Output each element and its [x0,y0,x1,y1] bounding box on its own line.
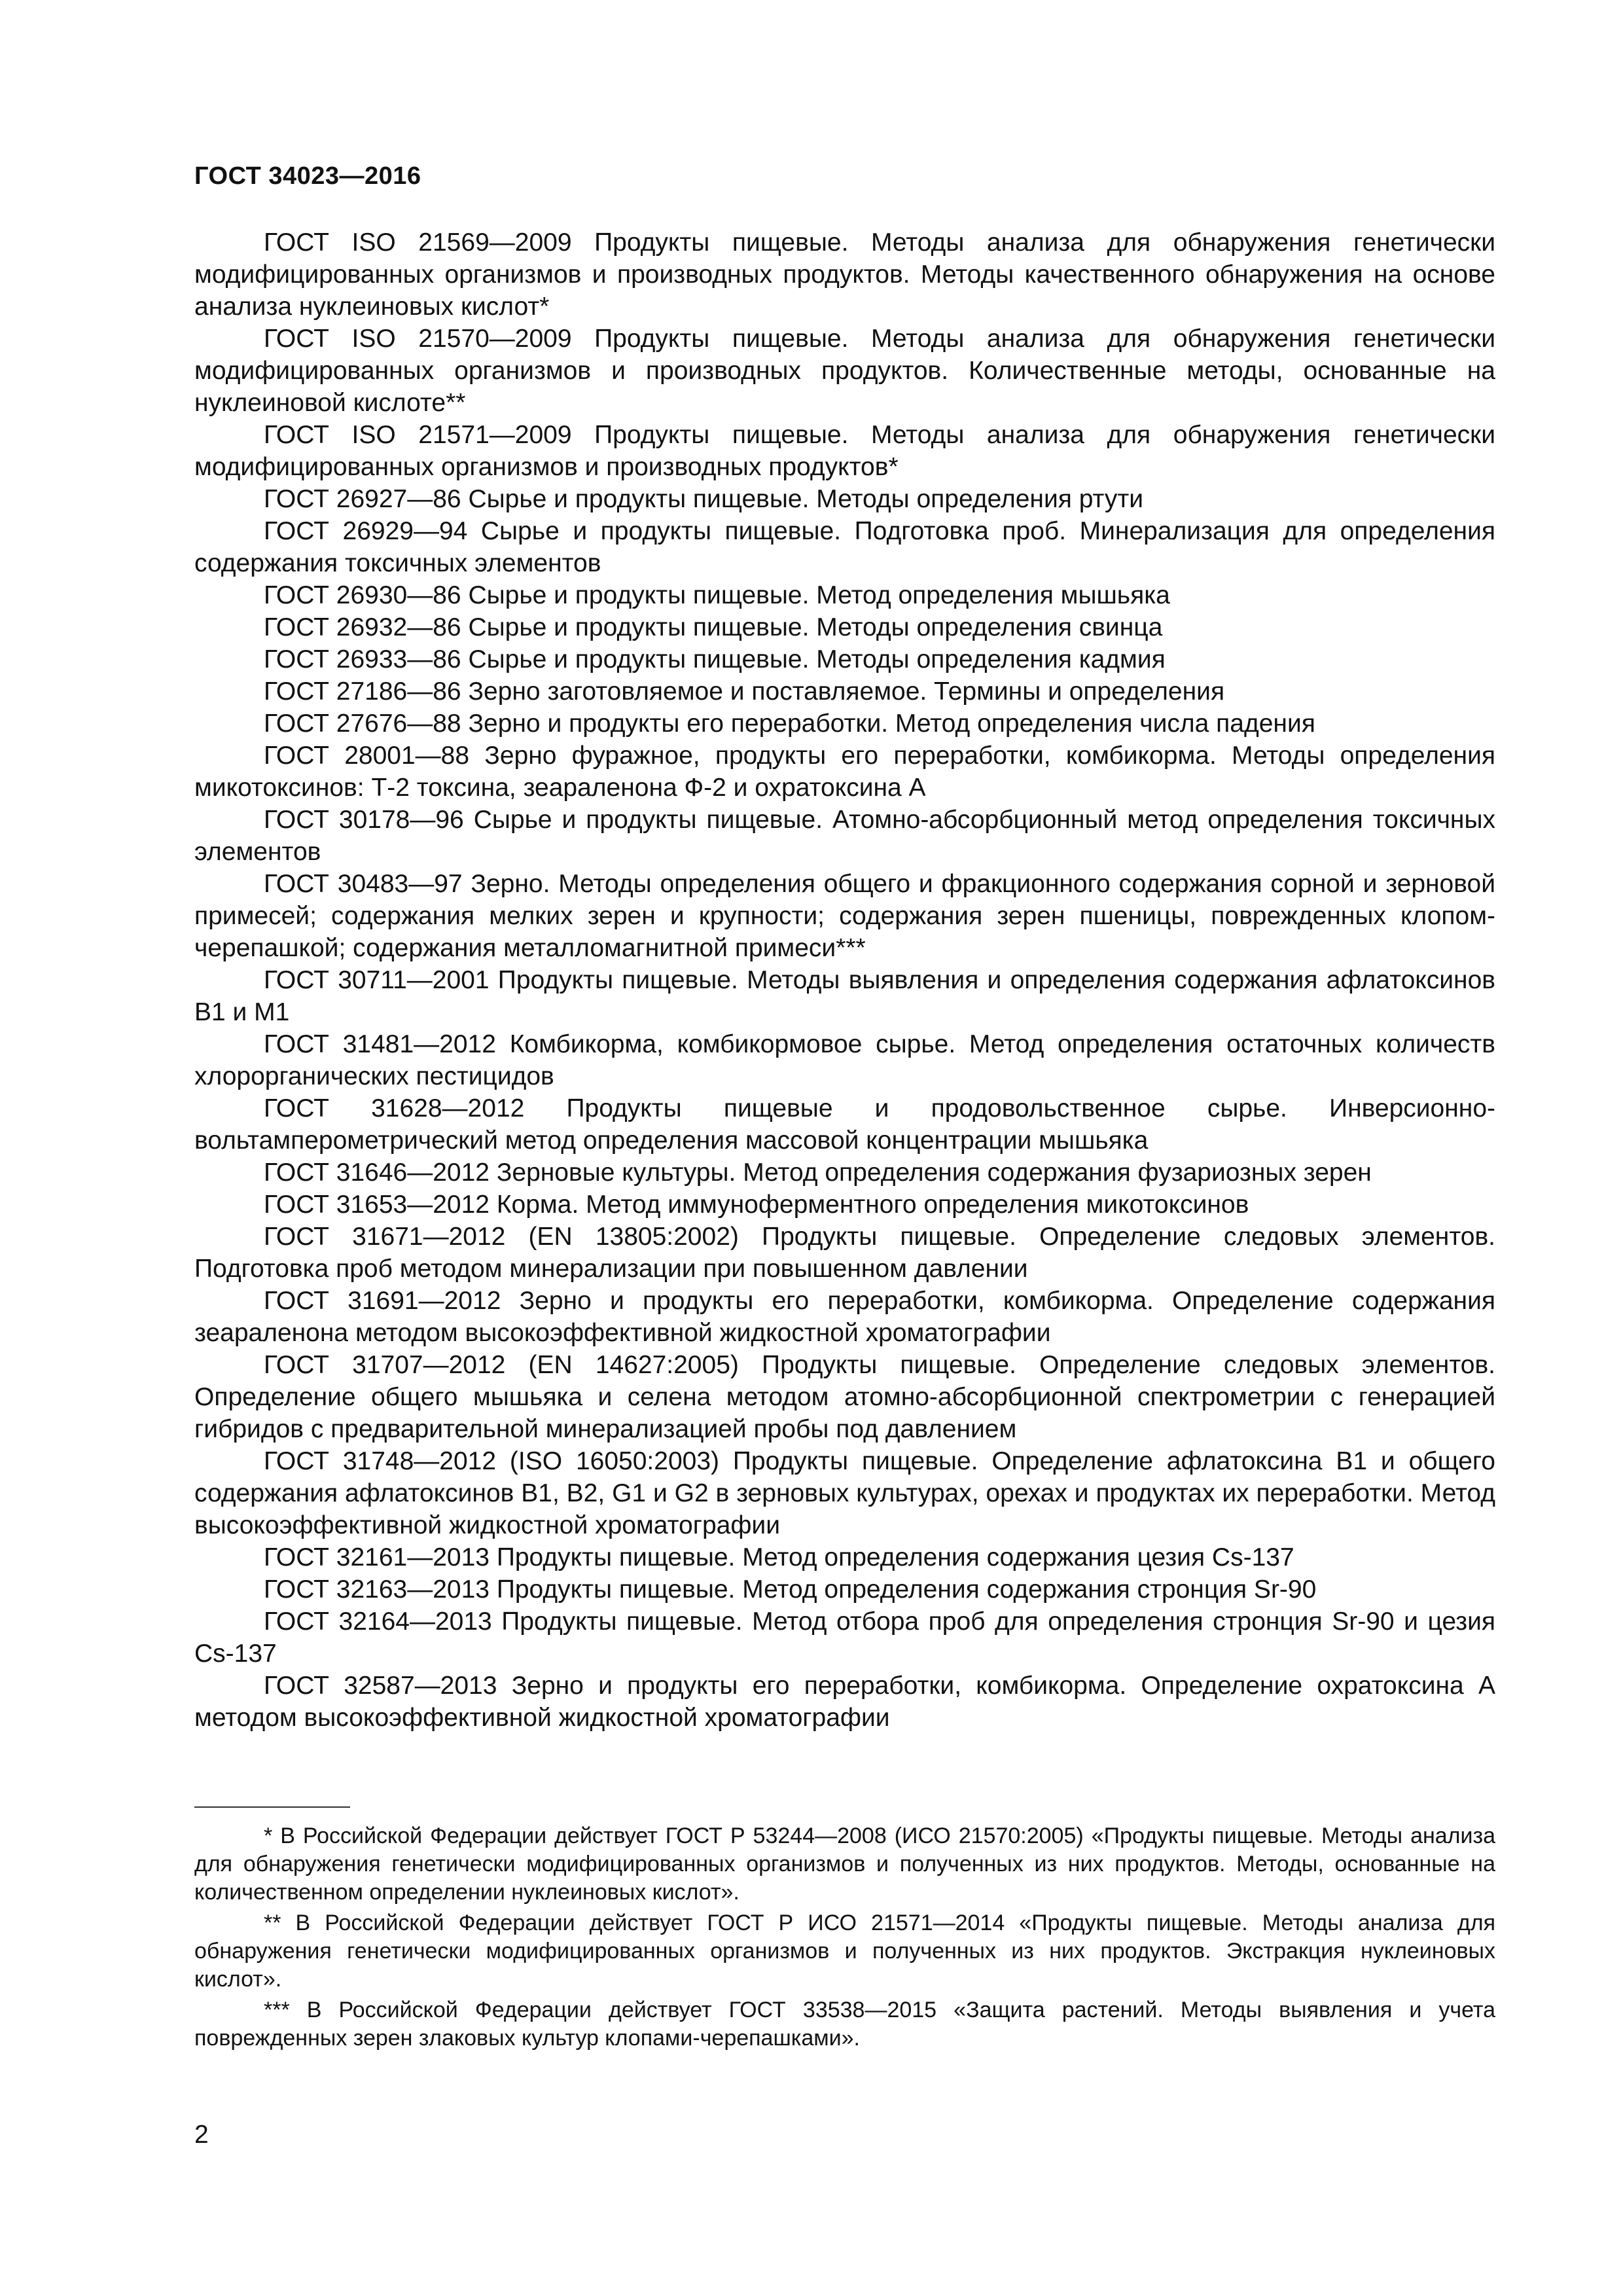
reference-item: ГОСТ 30483—97 Зерно. Методы определения общего и фракционного содержания сорной и зерновой примесей; содержания мелких зерен и крупности; содержания зерен пшеницы, поврежденных клопом-черепашкой; содержания металломагнитной примеси*** [194,870,1495,962]
page-number: 2 [194,2121,209,2149]
reference-item: ГОСТ 26929—94 Сырье и продукты пищевые. Подготовка проб. Минерализация для определения содержания токсичных элементов [194,517,1495,577]
normative-references-list [194,226,1495,1734]
document-header: ГОСТ 34023—2016 [194,162,421,190]
reference-item: ГОСТ 32161—2013 Продукты пищевые. Метод определения содержания цезия Cs-137 [264,1543,1294,1571]
reference-item: ГОСТ 32587—2013 Зерно и продукты его переработки, комбикорма. Определение охратоксина А методом высокоэффективной жидкостной хроматографии [194,1672,1495,1732]
footnote: *** В Российской Федерации действует ГОСТ 33538—2015 «Защита растений. Методы выявления и учета поврежденных зерен злаковых культур клопами-черепашками». [194,1998,1495,2051]
reference-item: ГОСТ ISO 21571—2009 Продукты пищевые. Методы анализа для обнаружения генетически модифицированных организмов и производных продуктов* [194,421,1495,481]
reference-item: ГОСТ 31707—2012 (EN 14627:2005) Продукты пищевые. Определение следовых элементов. Определение общего мышьяка и селена методом атомно-абсорбционной спектрометрии с генерацией гибридов с предварительной минерализацией пробы под давлением [194,1351,1495,1443]
reference-item: ГОСТ 26933—86 Сырье и продукты пищевые. Методы определения кадмия [264,645,1166,673]
reference-item: ГОСТ 26930—86 Сырье и продукты пищевые. Метод определения мышьяка [264,581,1170,609]
reference-item: ГОСТ 31653—2012 Корма. Метод иммуноферментного определения микотоксинов [264,1191,1249,1219]
reference-item: ГОСТ ISO 21570—2009 Продукты пищевые. Методы анализа для обнаружения генетически модифицированных организмов и производных продуктов. Количественные методы, основанные на нуклеиновой кислоте** [194,325,1495,417]
reference-item: ГОСТ 26932—86 Сырье и продукты пищевые. Методы определения свинца [264,613,1163,641]
reference-item: ГОСТ ISO 21569—2009 Продукты пищевые. Методы анализа для обнаружения генетически модифицированных организмов и производных продуктов. Методы качественного обнаружения на основе анализа нуклеиновых кислот* [194,228,1495,321]
reference-item: ГОСТ 32163—2013 Продукты пищевые. Метод определения содержания стронция Sr-90 [264,1575,1317,1604]
reference-item: ГОСТ 31628—2012 Продукты пищевые и продовольственное сырье. Инверсионно-вольтамперометрический метод определения массовой концентрации мышьяка [194,1094,1495,1155]
reference-item: ГОСТ 31748—2012 (ISO 16050:2003) Продукты пищевые. Определение афлатоксина В1 и общего содержания афлатоксинов В1, В2, G1 и G2 в зерновых культурах, орехах и продуктах их переработки. Метод высокоэффективной жидкостной хроматографии [194,1447,1495,1539]
reference-item: ГОСТ 26927—86 Сырье и продукты пищевые. Методы определения ртути [264,485,1143,513]
reference-item: ГОСТ 28001—88 Зерно фуражное, продукты его переработки, комбикорма. Методы определения микотоксинов: Т-2 токсина, зеараленона Ф-2 и охратоксина А [194,742,1495,802]
reference-item: ГОСТ 27186—86 Зерно заготовляемое и поставляемое. Термины и определения [264,677,1225,706]
reference-item: ГОСТ 30711—2001 Продукты пищевые. Методы выявления и определения содержания афлатоксинов В1 и М1 [194,966,1495,1026]
reference-item: ГОСТ 31671—2012 (EN 13805:2002) Продукты пищевые. Определение следовых элементов. Подготовка проб методом минерализации при повышенном давлении [194,1223,1495,1283]
reference-item: ГОСТ 31481—2012 Комбикорма, комбикормовое сырье. Метод определения остаточных количеств хлорорганических пестицидов [194,1030,1495,1090]
footnotes [194,1822,1495,2055]
footnote: * В Российской Федерации действует ГОСТ Р 53244—2008 (ИСО 21570:2005) «Продукты пищевые. Методы анализа для обнаружения генетически модифицированных организмов и полученных из них продуктов. Методы, основанные на количественном определении нуклеиновых кислот». [194,1823,1495,1905]
reference-item: ГОСТ 30178—96 Сырье и продукты пищевые. Атомно-абсорбционный метод определения токсичных элементов [194,806,1495,866]
reference-item: ГОСТ 31691—2012 Зерно и продукты его переработки, комбикорма. Определение содержания зеараленона методом высокоэффективной жидкостной хроматографии [194,1287,1495,1347]
reference-item: ГОСТ 27676—88 Зерно и продукты его переработки. Метод определения числа падения [264,709,1315,738]
reference-item: ГОСТ 31646—2012 Зерновые культуры. Метод определения содержания фузариозных зерен [264,1158,1372,1187]
footnote: ** В Российской Федерации действует ГОСТ Р ИСО 21571—2014 «Продукты пищевые. Методы анализа для обнаружения генетически модифицированных организмов и полученных из них продуктов. Экстракция нуклеиновых кислот». [194,1910,1495,1992]
reference-item: ГОСТ 32164—2013 Продукты пищевые. Метод отбора проб для определения стронция Sr-90 и цезия Cs-137 [194,1607,1495,1668]
footnote-divider [194,1806,350,1808]
